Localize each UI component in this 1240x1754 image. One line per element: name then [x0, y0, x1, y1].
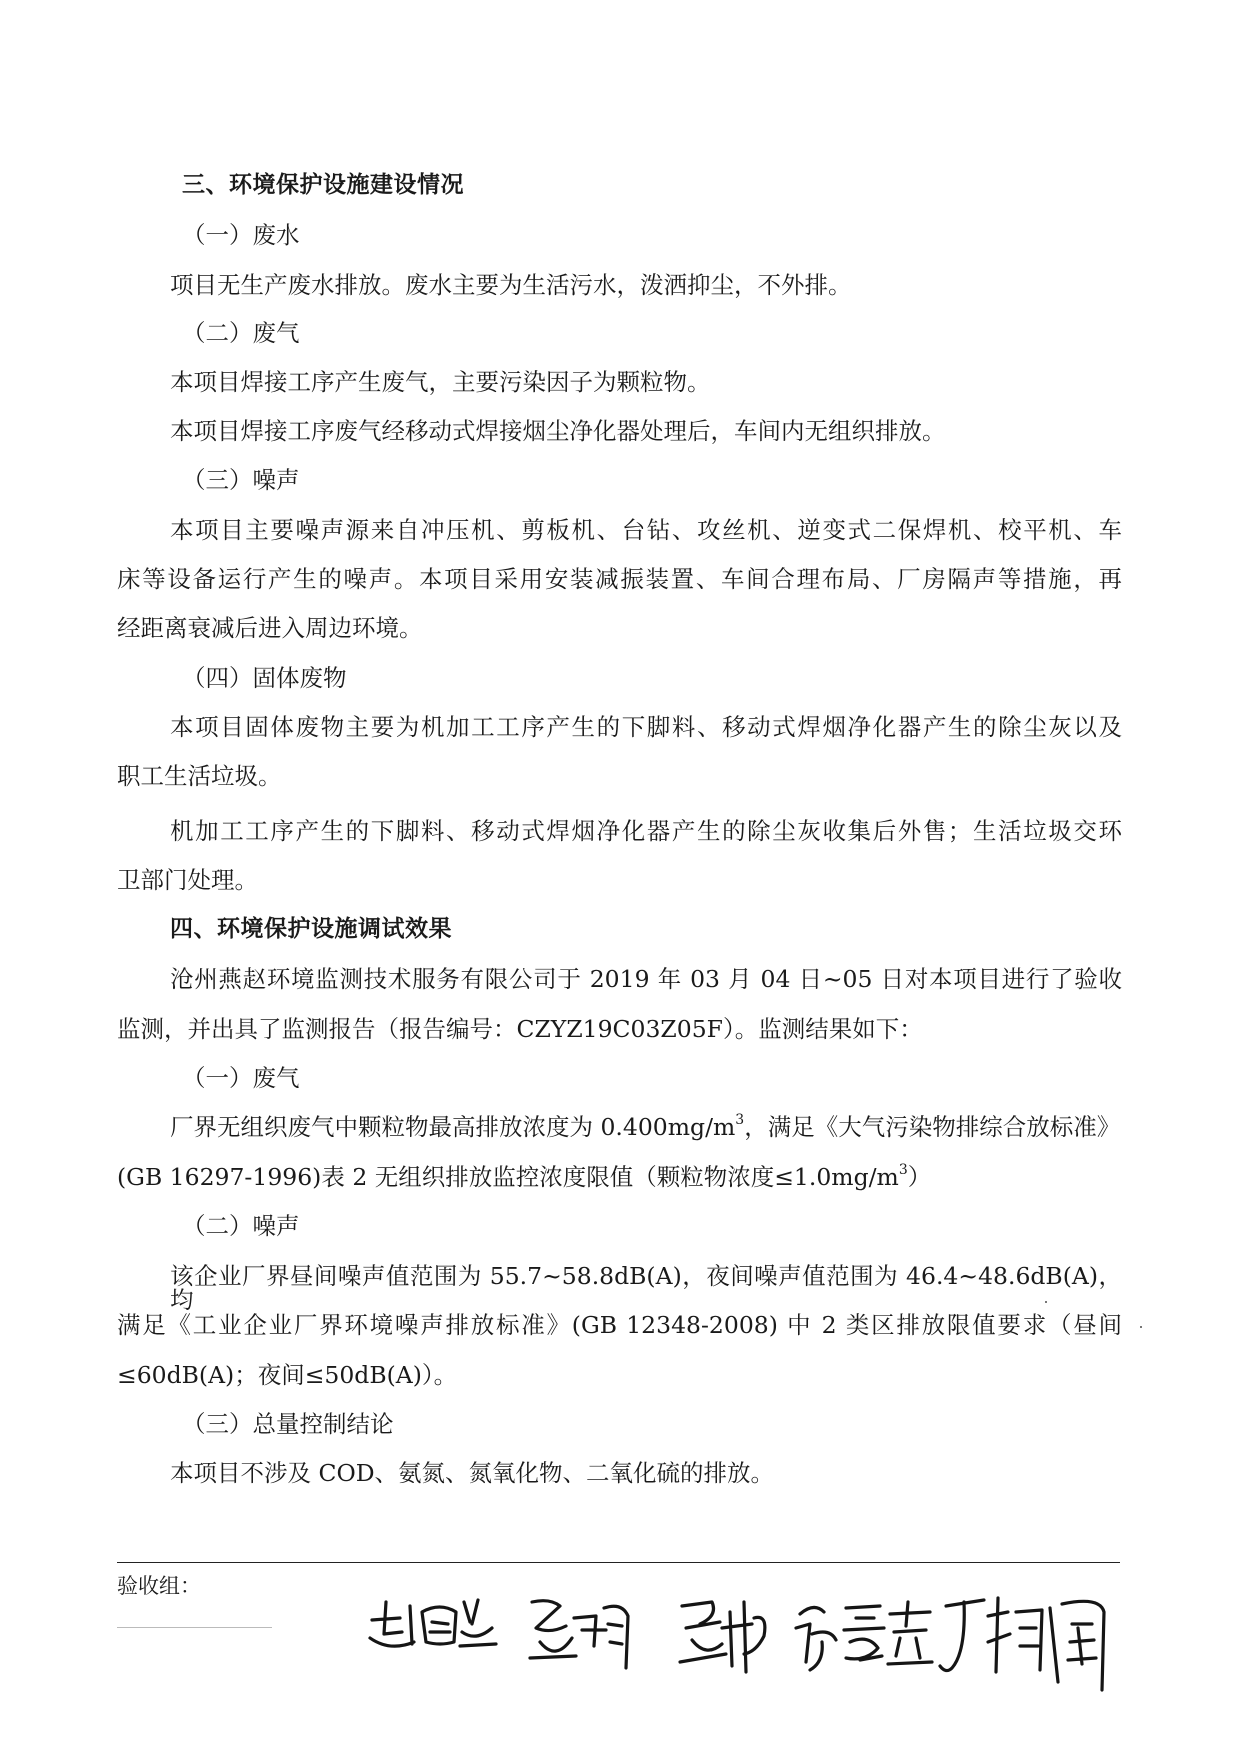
signature-1 — [370, 1600, 496, 1646]
wastewater-title: （一）废水 — [182, 221, 300, 249]
result-waste-gas-title: （一）废气 — [182, 1064, 300, 1092]
solid-waste-p2-line-1: 机加工工序产生的下脚料、移动式焊烟净化器产生的除尘灰收集后外售；生活垃圾交环 — [170, 817, 1122, 845]
speck — [1140, 1326, 1142, 1328]
result-waste-gas-line-2 — [117, 1162, 932, 1191]
faint-rule — [117, 1627, 272, 1628]
signature-5 — [940, 1598, 1104, 1690]
section-3-heading: 三、环境保护设施建设情况 — [182, 172, 464, 198]
signature-4 — [796, 1602, 932, 1670]
waste-gas-standard-text: ，满足《大气污染物排综合放标准》 — [744, 1113, 1121, 1141]
waste-gas-paragraph-1: 本项目焊接工序产生废气，主要污染因子为颗粒物。 — [170, 368, 711, 396]
acceptance-group-label: 验收组： — [117, 1574, 201, 1598]
result-noise-title: （二）噪声 — [182, 1212, 300, 1240]
section-4-heading: 四、环境保护设施调试效果 — [170, 916, 452, 942]
result-noise-line-3: ≤60dB(A)；夜间≤50dB(A)）。 — [117, 1361, 458, 1389]
solid-waste-p1-line-2: 职工生活垃圾。 — [117, 762, 282, 790]
solid-waste-title: （四）固体废物 — [182, 664, 347, 692]
speck — [1045, 1301, 1047, 1303]
superscript-3-b: 3 — [898, 1162, 908, 1179]
waste-gas-concentration-text: 厂界无组织废气中颗粒物最高排放浓度为 0.400mg/m — [170, 1113, 736, 1141]
total-control-text: 本项目不涉及 COD、氨氮、氮氧化物、二氧化硫的排放。 — [170, 1459, 775, 1487]
total-control-title: （三）总量控制结论 — [182, 1410, 394, 1438]
wastewater-text: 项目无生产废水排放。废水主要为生活污水，泼洒抑尘，不外排。 — [170, 271, 852, 299]
handwritten-signatures — [360, 1572, 1220, 1702]
waste-gas-limit-close: ） — [907, 1163, 932, 1191]
noise-line-2: 床等设备运行产生的噪声。本项目采用安装减振装置、车间合理布局、厂房隔声等措施，再 — [117, 565, 1122, 593]
noise-title: （三）噪声 — [182, 466, 300, 494]
footer-rule — [117, 1562, 1120, 1563]
monitoring-intro-line-1: 沧州燕赵环境监测技术服务有限公司于 2019 年 03 月 04 日~05 日对本项目进行了验收 — [170, 965, 1122, 993]
signature-2 — [530, 1601, 628, 1668]
result-noise-line-1: 该企业厂界昼间噪声值范围为 55.7~58.8dB(A)，夜间噪声值范围为 46.4~48.6dB(A)，均 — [170, 1262, 1122, 1314]
noise-line-1: 本项目主要噪声源来自冲压机、剪板机、台钻、攻丝机、逆变式二保焊机、校平机、车 — [170, 516, 1122, 544]
noise-line-3: 经距离衰减后进入周边环境。 — [117, 614, 423, 642]
waste-gas-title: （二）废气 — [182, 319, 300, 347]
superscript-3: 3 — [735, 1112, 745, 1129]
solid-waste-p2-line-2: 卫部门处理。 — [117, 866, 258, 894]
result-waste-gas-line-1 — [170, 1112, 1121, 1141]
monitoring-intro-line-2: 监测，并出具了监测报告（报告编号：CZYZ19C03Z05F）。监测结果如下： — [117, 1015, 923, 1043]
result-noise-line-2: 满足《工业企业厂界环境噪声排放标准》(GB 12348-2008) 中 2 类区排放限值要求（昼间 — [117, 1311, 1122, 1339]
signature-3 — [680, 1602, 765, 1672]
solid-waste-p1-line-1: 本项目固体废物主要为机加工工序产生的下脚料、移动式焊烟净化器产生的除尘灰以及 — [170, 713, 1122, 741]
waste-gas-limit-text: (GB 16297-1996)表 2 无组织排放监控浓度限值（颗粒物浓度≤1.0mg/m — [117, 1163, 899, 1191]
waste-gas-paragraph-2: 本项目焊接工序废气经移动式焊接烟尘净化器处理后，车间内无组织排放。 — [170, 417, 946, 445]
